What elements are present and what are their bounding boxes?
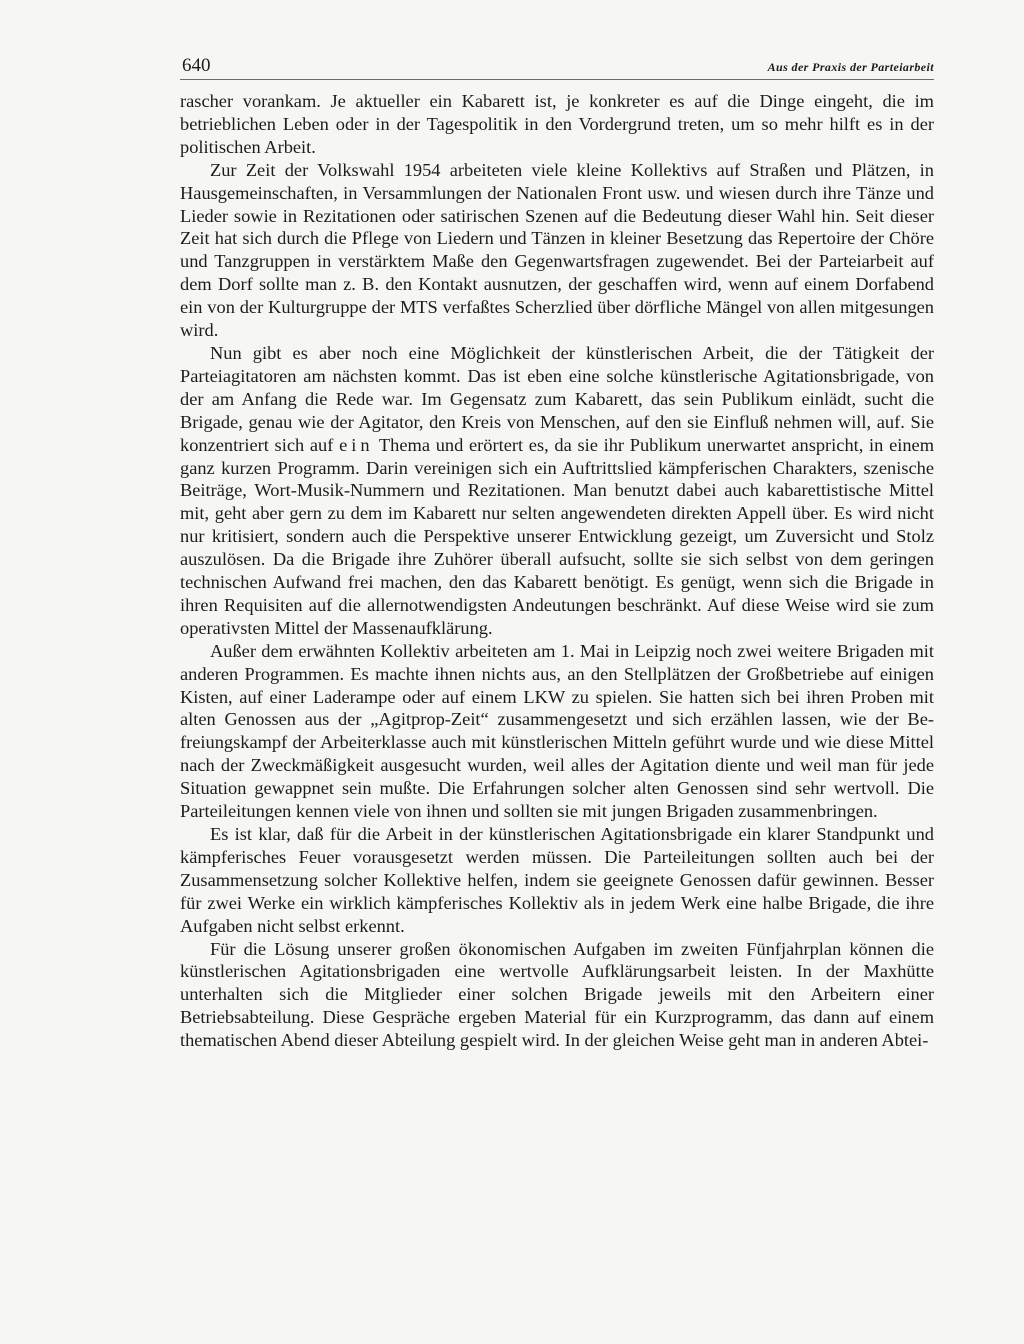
- paragraph-6: Für die Lösung unserer großen ökonomischen Aufgaben im zweiten Fünfjahrplan können die künstlerischen Agitationsbrigaden eine wertvolle Aufklärungsarbeit leisten. In der Maxhütte unterhalten sich die Mitglieder einer solchen Brigade jeweils mit den Arbeitern einer Betriebsabteilung. Diese Gespräche ergeben Material für ein Kurzprogramm, das dann auf einem thematischen Abend dieser Abteilung gespielt wird. In der gleichen Weise geht man in anderen Abtei-: [180, 938, 934, 1051]
- paragraph-5: Es ist klar, daß für die Arbeit in der künstlerischen Agitationsbrigade ein klarer Standpunkt und kämpferisches Feuer vorausgesetzt werden müssen. Die Parteileitungen sollten auch bei der Zusammensetzung solcher Kollektive helfen, indem sie geeignete Genossen dafür gewinnen. Besser für zwei Werke ein wirklich kämpferisches Kollektiv als in jedem Werk eine halbe Brigade, die ihre Aufgaben nicht selbst erkennt.: [180, 824, 934, 936]
- paragraph-3-text-before: Nun gibt es aber noch eine Möglichkeit der künstlerischen Arbeit, die der Tätigkeit der Parteiagitatoren am nächsten kommt. Das ist eben eine solche künstlerische Agitationsbrigade, von der am Anfang die Rede war. Im Gegensatz zum Kabarett, das sein Publikum einlädt, sucht die Brigade, genau wie der Agitator, den Kreis von Menschen, auf den sie Einfluß nehmen will, auf. Sie konzentriert sich auf: [180, 342, 934, 455]
- running-header: [180, 55, 934, 80]
- body-text: [180, 90, 934, 1052]
- page-number: 640: [182, 55, 211, 76]
- book-page: [180, 55, 934, 1052]
- paragraph-2: Zur Zeit der Volkswahl 1954 arbeiteten viele kleine Kollektivs auf Straßen und Plätzen, in Hausgemeinschaften, in Versammlungen der Nationalen Front usw. und wiesen durch ihre Tänze und Lieder sowie in Rezitationen oder satirischen Szenen auf die Bedeutung dieser Wahl hin. Seit dieser Zeit hat sich durch die Pflege von Liedern und Tänzen in kleiner Besetzung das Repertoire der Chöre und Tanzgruppen in verstärktem Maße den Gegenwartsfragen zugewendet. Bei der Parteiarbeit auf dem Dorf sollte man z. B. den Kontakt ausnutzen, der geschaffen wird, wenn auf einem Dorfabend ein von der Kulturgruppe der MTS verfaßtes Scherzlied über dörfliche Mängel von allen mitgesungen wird.: [180, 159, 934, 341]
- emphasized-word: ein: [339, 434, 374, 455]
- paragraph-4: Außer dem erwähnten Kollektiv arbeiteten am 1. Mai in Leipzig noch zwei weitere Brigaden mit anderen Programmen. Es machte ihnen nichts aus, an den Stellplätzen der Großbetriebe auf einigen Kisten, auf einer Laderampe oder auf einem LKW zu spielen. Sie hatten sich bei ihren Proben mit alten Genossen aus der „Agitprop-Zeit“ zusammengesetzt und sich erzählen lassen, wie der Befreiungskampf der Arbeiterklasse auch mit künstlerischen Mitteln geführt wurde und wie diese Mittel nach der Zweckmäßigkeit ausgesucht wurden, weil alles der Agitation diente und weil man für jede Situation gewappnet sein mußte. Die Erfahrungen solcher alten Genossen sind sehr wertvoll. Die Parteileitungen kennen viele von ihnen und sollten sie mit jungen Brigaden zusammenbringen.: [180, 640, 934, 822]
- paragraph-1: rascher vorankam. Je aktueller ein Kabarett ist, je konkreter es auf die Dinge eingeht, die im betrieblichen Leben oder in der Tagespolitik in den Vordergrund treten, um so mehr hilft es in der politischen Arbeit.: [180, 91, 934, 157]
- paragraph-3-text-after: Thema und erörtert es, da sie ihr Publikum unerwartet anspricht, in einem ganz kurzen Programm. Darin vereinigen sich ein Auftrittslied kämpferischen Charakters, szenische Beiträge, Wort-Musik-Nummern und Rezitationen. Man benutzt dabei auch kabarettistische Mittel mit, geht aber gern zu dem im Kabarett nur selten angewendeten direkten Appell über. Es wird nicht nur kritisiert, sondern auch die Perspektive unserer Entwicklung gezeigt, um Zuversicht und Stolz auszulösen. Da die Brigade ihre Zuhörer überall aufsucht, sollte sie sich selbst von dem geringen technischen Aufwand frei machen, den das Kabarett benötigt. Es genügt, wenn sich die Brigade in ihren Requisiten auf die allernotwendigsten Andeutungen beschränkt. Auf diese Weise wird sie zum operativsten Mittel der Massenaufklärung.: [180, 434, 934, 638]
- paragraph-3: [180, 342, 934, 640]
- section-title: Aus der Praxis der Parteiarbeit: [767, 60, 934, 74]
